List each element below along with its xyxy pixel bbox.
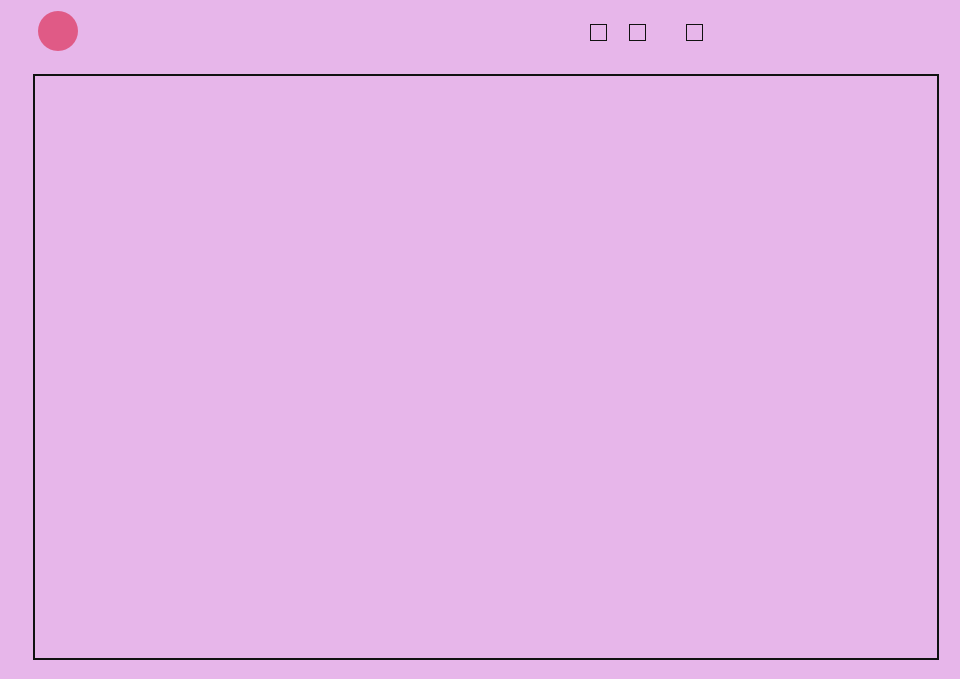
- logo: [38, 11, 78, 51]
- table-number[interactable]: [682, 24, 703, 41]
- table-number-box[interactable]: [686, 24, 703, 41]
- order-options: [586, 24, 703, 41]
- menu-table: [35, 76, 937, 658]
- menu-body: [35, 76, 937, 658]
- take-out-checkbox[interactable]: [629, 24, 646, 41]
- header: [0, 0, 960, 70]
- dine-in-checkbox[interactable]: [590, 24, 607, 41]
- take-out-option[interactable]: [625, 24, 646, 41]
- dine-in-option[interactable]: [586, 24, 607, 41]
- menu-frame: [33, 74, 939, 660]
